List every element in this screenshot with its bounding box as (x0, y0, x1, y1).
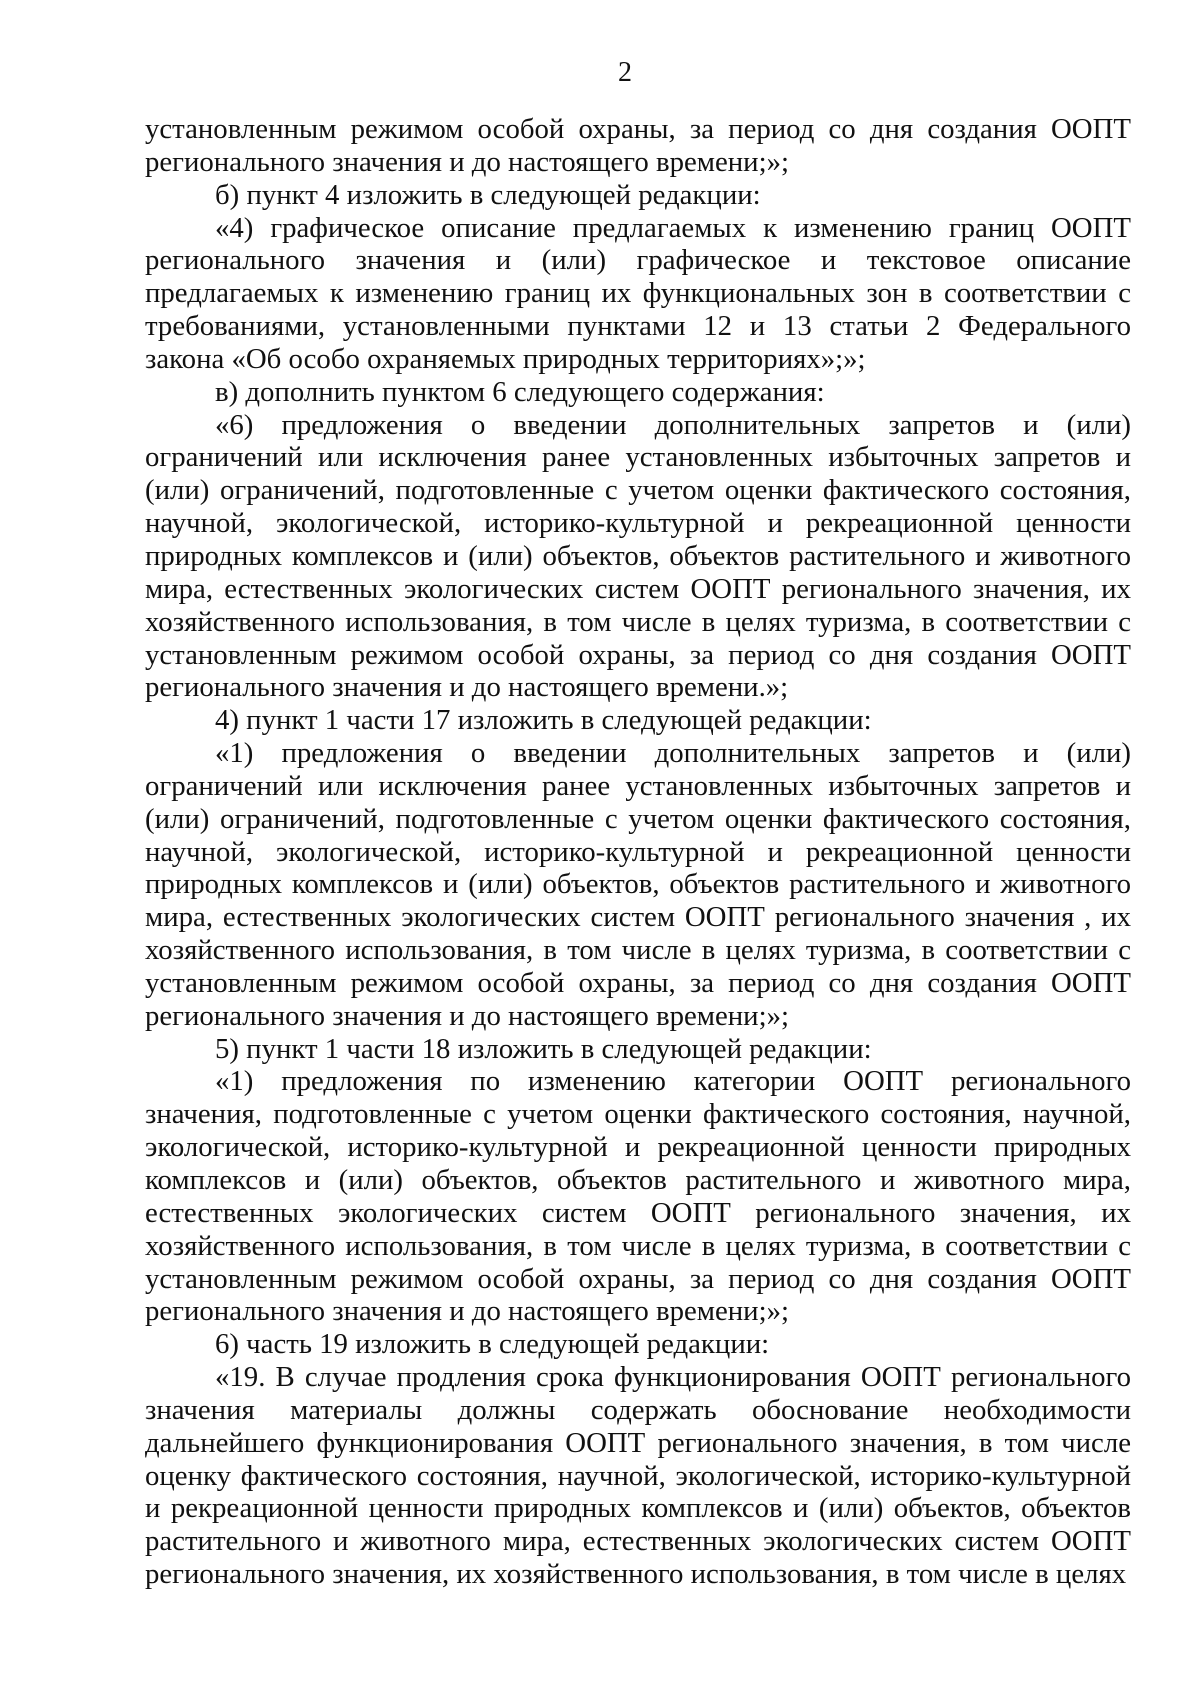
paragraph-item-v: в) дополнить пунктом 6 следующего содержания: (215, 375, 825, 408)
paragraph-part-18-text: «1) предложения по изменению категории ООПТ регионального значения, подготовленные с учетом оценки фактического состояния, научной, экологической, историко-культурной и рекреационной ценности природных комплексов и (или) объектов, объектов растительного и животного мира, естественных экологических систем ООПТ регионального значения, их хозяйственного использования, в том числе в целях туризма, в соответствии с установленным режимом особой охраны, за период со дня создания ООПТ регионального значения и до настоящего времени;»; (145, 1065, 1131, 1328)
paragraph-item-6: 6) часть 19 изложить в следующей редакции: (215, 1328, 770, 1361)
paragraph-item-4: 4) пункт 1 части 17 изложить в следующей редакции: (215, 704, 872, 737)
paragraph-continuation: установленным режимом особой охраны, за период со дня создания ООПТ регионального значения и до настоящего времени;»; (145, 113, 1131, 178)
paragraph-part-19-text: «19. В случае продления срока функционирования ООПТ регионального значения материалы должны содержать обоснование необходимости дальнейшего функционирования ООПТ регионального значения, в том числе оценку фактического состояния, научной, экологической, историко-культурной и рекреационной ценности природных комплексов и (или) объектов, объектов растительного и животного мира, естественных экологических систем ООПТ регионального значения, их хозяйственного использования, в том числе в целях (145, 1361, 1131, 1591)
page-number: 2 (618, 57, 632, 88)
paragraph-item-b: б) пункт 4 изложить в следующей редакции: (215, 178, 761, 211)
paragraph-item-5: 5) пункт 1 части 18 изложить в следующей редакции: (215, 1032, 872, 1065)
paragraph-point-6-text: «6) предложения о введении дополнительных запретов и (или) ограничений или исключения ранее установленных избыточных запретов и (или) ограничений, подготовленные с учетом оценки фактического состояния, научной, экологической, историко-культурной и рекреационной ценности природных комплексов и (или) объектов, объектов растительного и животного мира, естественных экологических систем ООПТ регионального значения, их хозяйственного использования, в том числе в целях туризма, в соответствии с установленным режимом особой охраны, за период со дня создания ООПТ регионального значения и до настоящего времени.»; (145, 408, 1131, 704)
paragraph-point-4-text: «4) графическое описание предлагаемых к изменению границ ООПТ регионального значения и (или) графическое и текстовое описание предлагаемых к изменению границ их функциональных зон в соответствии с требованиями, установленными пунктами 12 и 13 статьи 2 Федерального закона «Об особо охраняемых природных территориях»;»; (145, 211, 1131, 375)
document-body (145, 113, 1131, 1591)
paragraph-part-17-text: «1) предложения о введении дополнительных запретов и (или) ограничений или исключения ранее установленных избыточных запретов и (или) ограничений, подготовленные с учетом оценки фактического состояния, научной, экологической, историко-культурной и рекреационной ценности природных комплексов и (или) объектов, объектов растительного и животного мира, естественных экологических систем ООПТ регионального значения , их хозяйственного использования, в том числе в целях туризма, в соответствии с установленным режимом особой охраны, за период со дня создания ООПТ регионального значения и до настоящего времени;»; (145, 737, 1131, 1032)
